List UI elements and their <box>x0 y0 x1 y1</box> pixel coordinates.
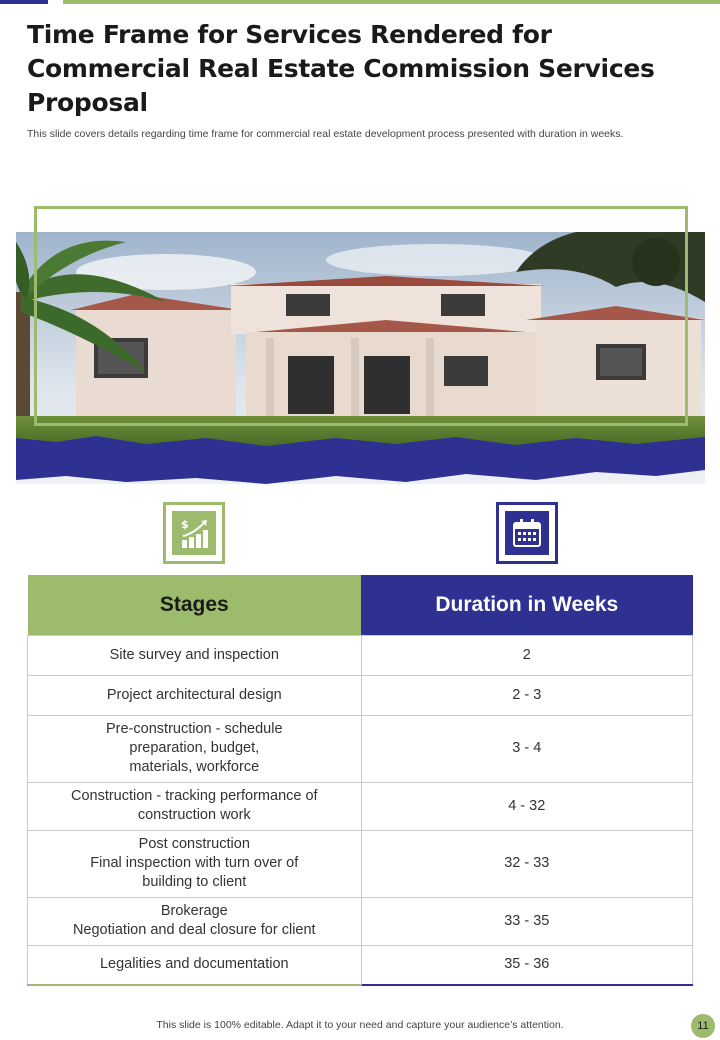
stage-cell: Site survey and inspection <box>28 635 362 675</box>
duration-cell: 2 <box>361 635 692 675</box>
header-duration: Duration in Weeks <box>361 575 692 635</box>
duration-cell: 35 - 36 <box>361 945 692 985</box>
table-row <box>28 945 693 985</box>
table-row <box>28 715 693 782</box>
page-subtitle: This slide covers details regarding time frame for commercial real estate development process presented with duration in weeks. <box>27 128 624 140</box>
growth-icon-tile <box>163 502 225 564</box>
duration-cell: 33 - 35 <box>361 897 692 945</box>
table-row <box>28 897 693 945</box>
duration-cell: 4 - 32 <box>361 782 692 830</box>
timeframe-table <box>27 575 693 986</box>
calendar-icon-tile <box>496 502 558 564</box>
stage-cell: Pre-construction - schedule preparation, budget, materials, workforce <box>28 715 362 782</box>
footer-note: This slide is 100% editable. Adapt it to your need and capture your audience’s attention. <box>156 1019 564 1031</box>
header-stages: Stages <box>28 575 362 635</box>
table-header-row <box>28 575 693 635</box>
page-title: Time Frame for Services Rendered for Commercial Real Estate Commission Services Proposal <box>27 20 655 117</box>
table-row <box>28 635 693 675</box>
stage-cell: Legalities and documentation <box>28 945 362 985</box>
duration-cell: 3 - 4 <box>361 715 692 782</box>
accent-bar-green <box>63 0 720 4</box>
duration-cell: 2 - 3 <box>361 675 692 715</box>
calendar-icon <box>505 511 549 555</box>
table-row <box>28 675 693 715</box>
stage-cell: Project architectural design <box>28 675 362 715</box>
stage-cell: Post construction Final inspection with turn over of building to client <box>28 830 362 897</box>
table-row <box>28 830 693 897</box>
duration-cell: 32 - 33 <box>361 830 692 897</box>
table-row <box>28 782 693 830</box>
svg-text:$: $ <box>181 518 189 531</box>
page-number-badge: 11 <box>691 1014 715 1038</box>
accent-bar-blue <box>0 0 48 4</box>
stage-cell: Brokerage Negotiation and deal closure for client <box>28 897 362 945</box>
money-growth-chart-icon <box>172 511 216 555</box>
stage-cell: Construction - tracking performance of construction work <box>28 782 362 830</box>
house-photo <box>16 232 705 484</box>
